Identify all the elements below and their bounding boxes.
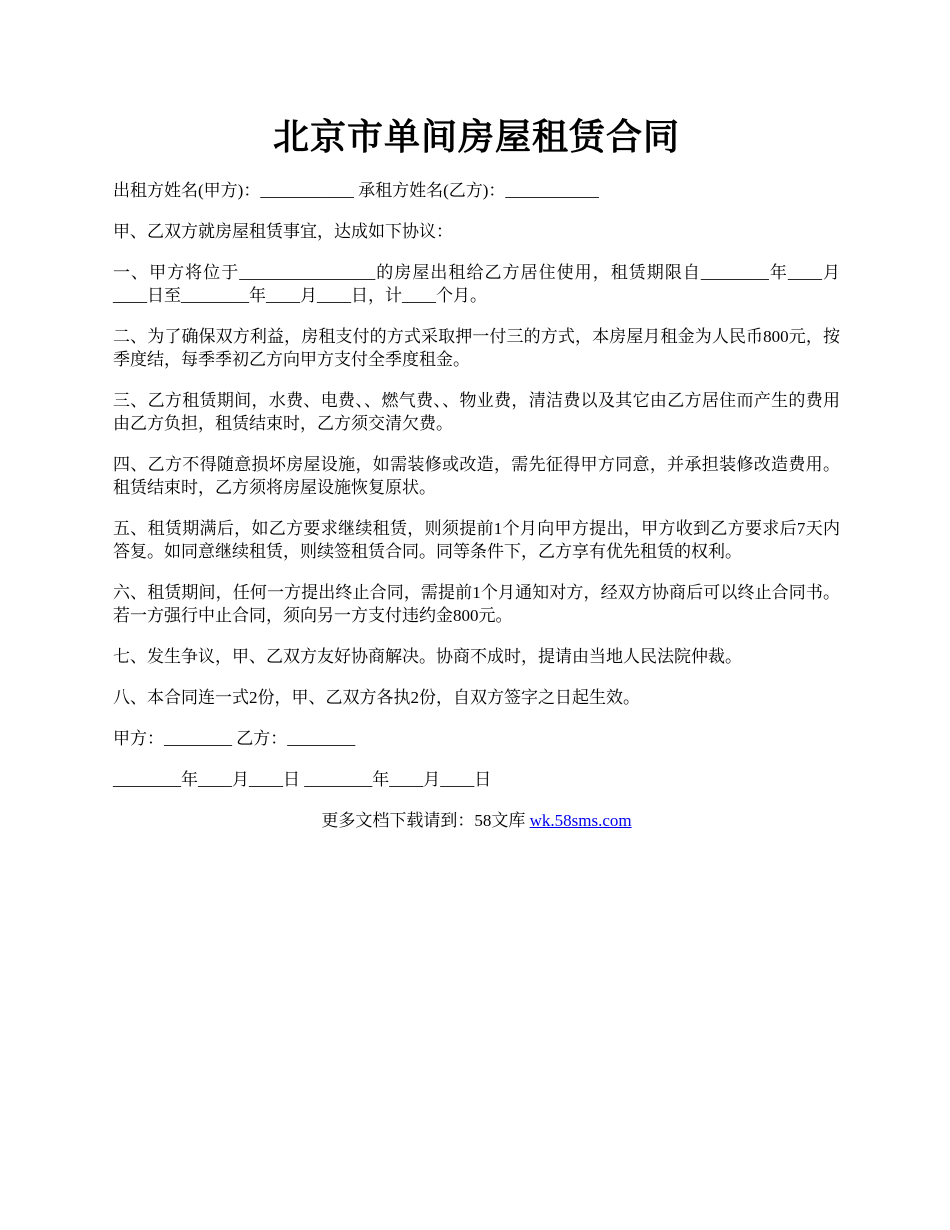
clause-3: 三、乙方租赁期间，水费、电费、、燃气费、、物业费，清洁费以及其它由乙方居住而产生的费用由乙方负担，租赁结束时，乙方须交清欠费。 — [113, 391, 840, 433]
document-title: 北京市单间房屋租赁合同 — [272, 117, 680, 157]
parties-line: 出租方姓名(甲方)：___________ 承租方姓名(乙方)：___________ — [113, 181, 599, 200]
clause-5: 五、租赁期满后，如乙方要求继续租赁，则须提前1个月向甲方提出，甲方收到乙方要求后7天内答复。如同意继续租赁，则续签租赁合同。同等条件下，乙方享有优先租赁的权利。 — [113, 519, 840, 561]
clause-7: 七、发生争议，甲、乙双方友好协商解决。协商不成时，提请由当地人民法院仲裁。 — [113, 647, 742, 666]
clause-2: 二、为了确保双方利益，房租支付的方式采取押一付三的方式，本房屋月租金为人民币800元，按季度结，每季季初乙方向甲方支付全季度租金。 — [113, 327, 840, 369]
clause-8: 八、本合同连一式2份，甲、乙双方各执2份，自双方签字之日起生效。 — [113, 688, 640, 707]
signature-line: 甲方：________ 乙方：________ — [113, 729, 356, 748]
date-line: ________年____月____日 ________年____月____日 — [113, 770, 492, 789]
clause-4: 四、乙方不得随意损坏房屋设施，如需装修或改造，需先征得甲方同意，并承担装修改造费用。租赁结束时，乙方须将房屋设施恢复原状。 — [113, 455, 840, 497]
footer-text: 更多文档下载请到：58文库 — [321, 811, 530, 830]
footer-link[interactable]: wk.58sms.com — [529, 811, 632, 830]
document-page — [113, 0, 840, 832]
clause-1: 一、甲方将位于________________的房屋出租给乙方居住使用，租赁期限自________年____月____日至________年____月____日，计____个月。 — [113, 263, 840, 305]
intro-paragraph: 甲、乙双方就房屋租赁事宜，达成如下协议： — [113, 222, 453, 241]
clause-6: 六、租赁期间，任何一方提出终止合同，需提前1个月通知对方，经双方协商后可以终止合同书。若一方强行中止合同，须向另一方支付违约金800元。 — [113, 583, 840, 625]
footer — [113, 809, 840, 832]
